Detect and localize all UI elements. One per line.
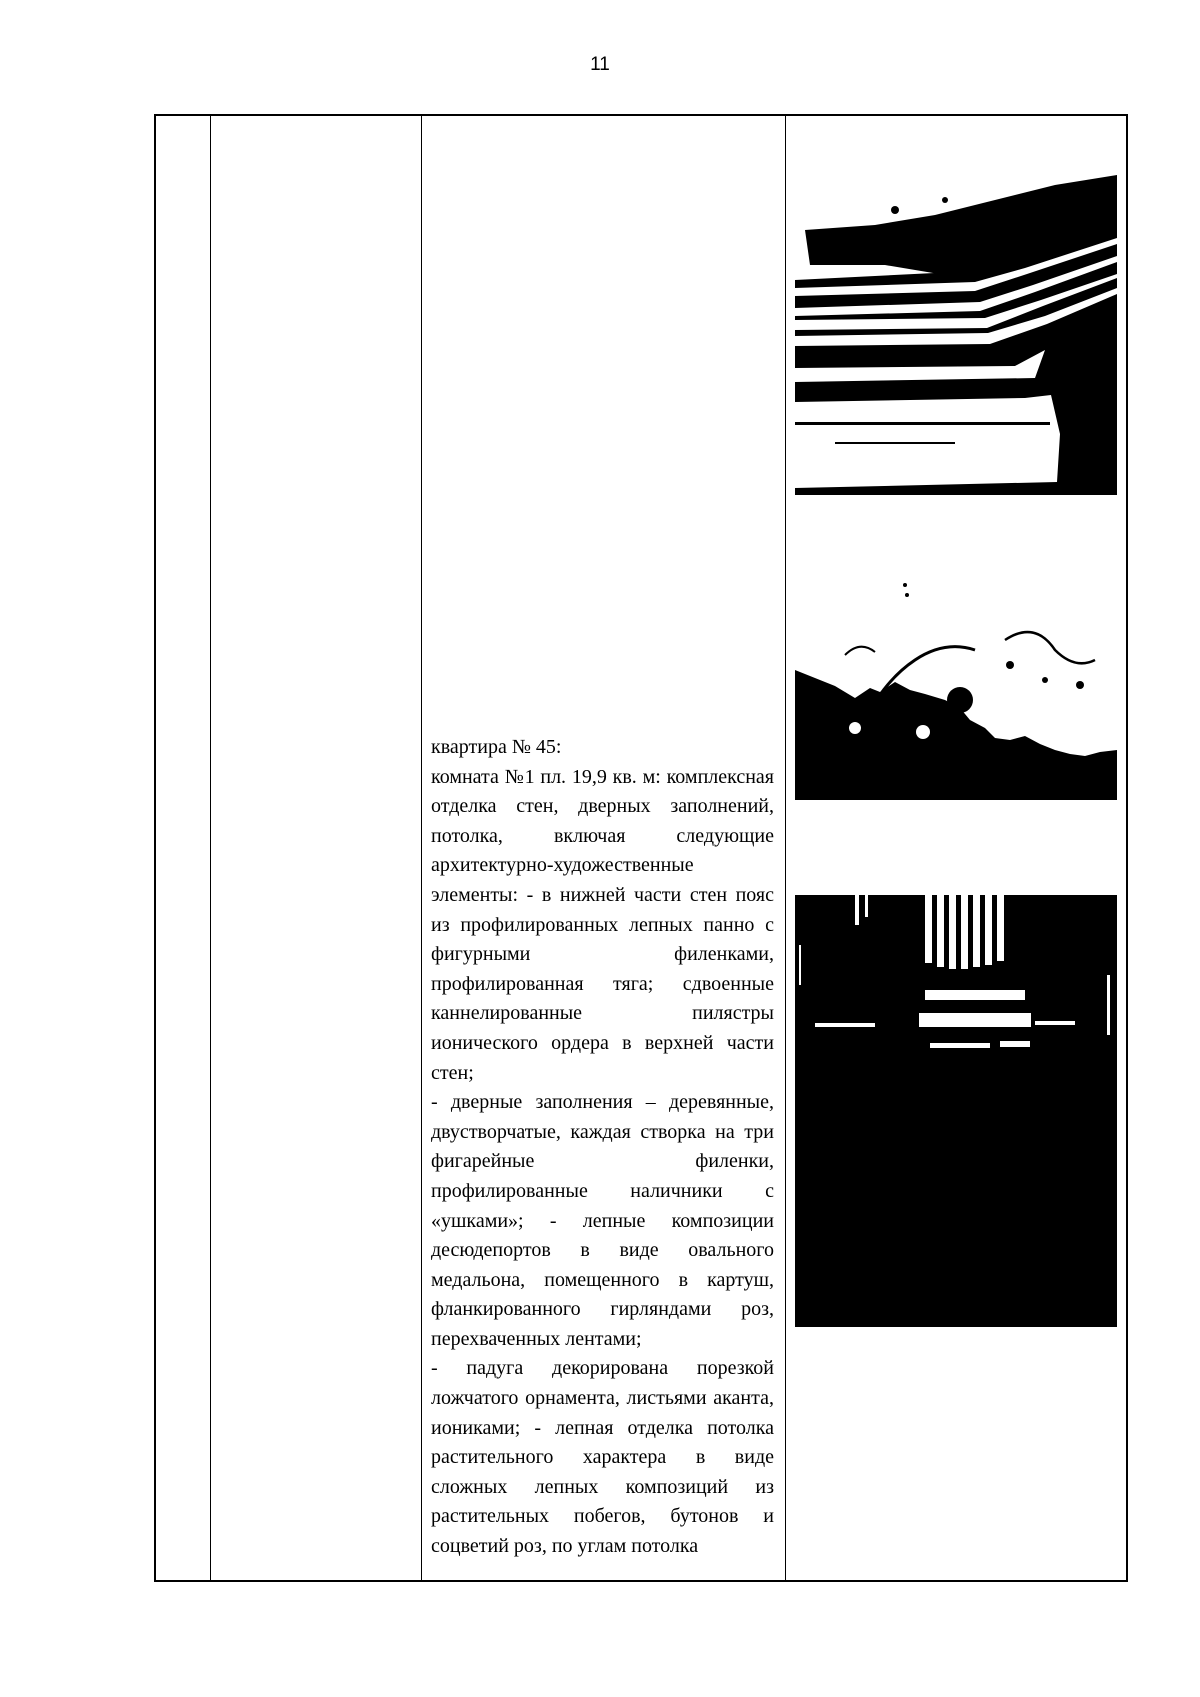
description-paragraph: квартира № 45: <box>431 736 562 758</box>
pilaster-capital-photo-icon <box>795 895 1117 1327</box>
column-divider-2 <box>421 114 422 1582</box>
description-paragraph: - падуга декорирована порезкой ложчатого орнамента, листьями аканта, иониками; - лепная отделка потолка растительного характера в виде сложных лепных композиций из растительных побегов, бутонов и соцветий роз, по углам потолка <box>431 1357 774 1558</box>
description-cell <box>431 733 774 1562</box>
description-paragraph: комната №1 пл. 19,9 кв. м: комплексная отделка стен, дверных заполнений, потолка, включая следующие архитектурно-художественные элементы: - в нижней части стен пояс из профилированных лепных панно с фигурными филенками, профилированная тяга; сдвоенные каннелированные пилястры ионического ордера в верхней части стен; <box>431 765 774 1084</box>
page-number: 11 <box>590 54 610 75</box>
column-divider-3 <box>785 114 786 1582</box>
column-divider-1 <box>210 114 211 1582</box>
cornice-photo-icon <box>795 170 1117 495</box>
description-paragraph: - дверные заполнения – деревянные, двустворчатые, каждая створка на три фигарейные филенки, профилированные наличники с «ушками»; - лепные композиции десюдепортов в виде овального медальона, помещенного в картуш, фланкированного гирляндами роз, перехваченных лентами; <box>431 1091 774 1350</box>
ceiling-ornament-photo-icon <box>795 560 1117 800</box>
